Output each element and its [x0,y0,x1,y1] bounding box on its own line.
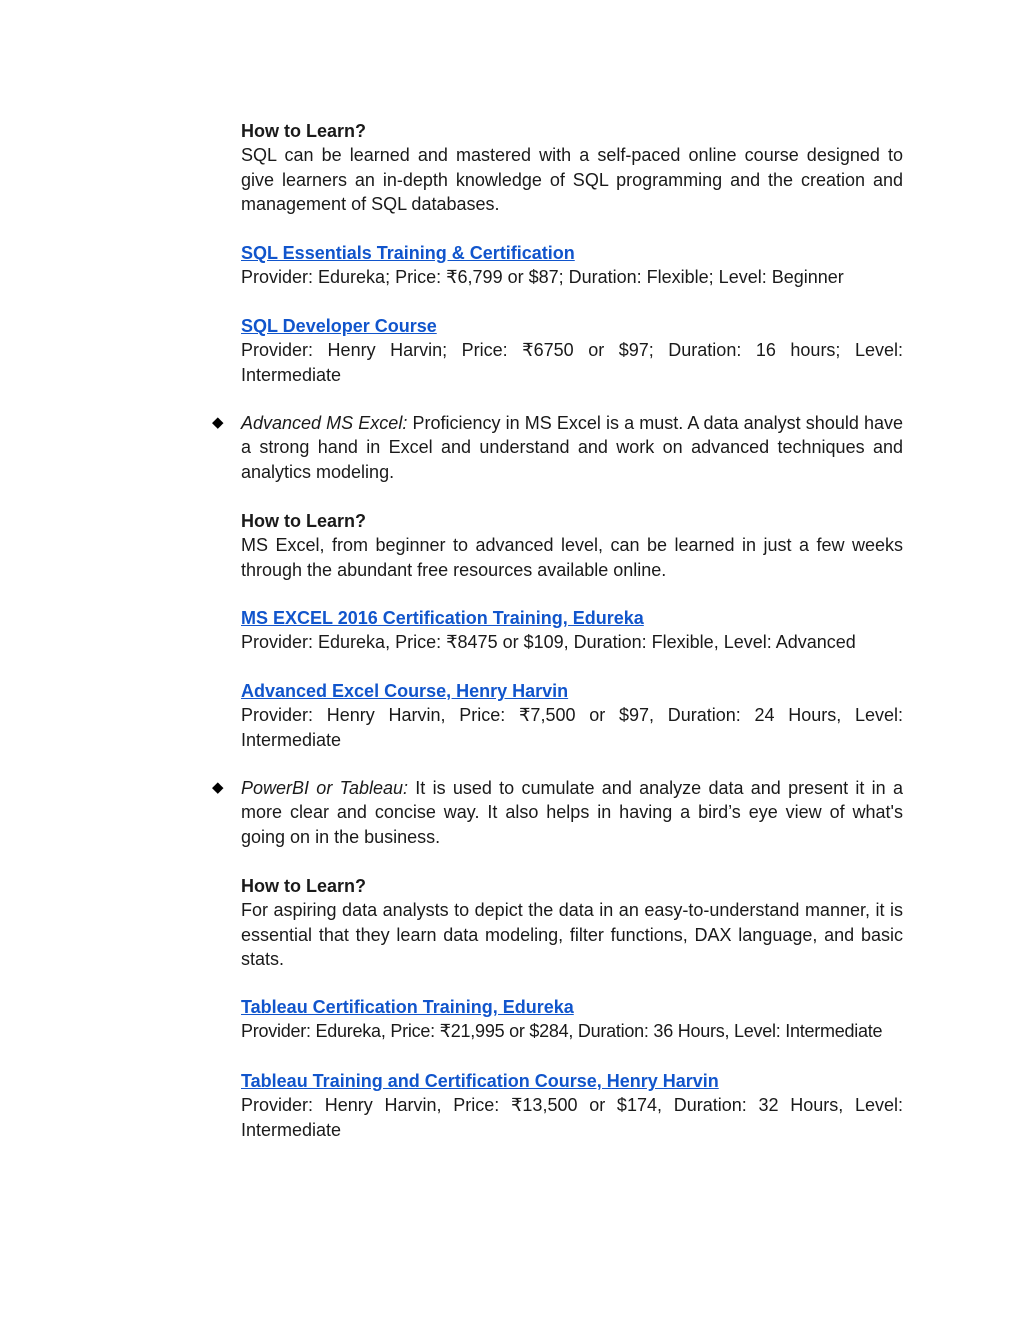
powerbi-bullet-item [212,776,903,849]
course-link[interactable]: Tableau Certification Training, Edureka [241,997,574,1017]
bullet-label: PowerBI or Tableau: [241,778,408,798]
excel-how-to-learn-section [241,509,903,582]
course-link[interactable]: SQL Developer Course [241,316,437,336]
how-to-learn-text: SQL can be learned and mastered with a self-paced online course designed to give learners an in-depth knowledge of SQL programming and the creation and management of SQL databases. [241,145,903,215]
how-to-learn-heading: How to Learn? [241,121,366,141]
excel-bullet-item [212,411,903,484]
course-entry [241,1069,903,1142]
course-details: Provider: Henry Harvin; Price: ₹6750 or $97; Duration: 16 hours; Level: Intermediate [241,340,903,385]
course-entry [241,995,903,1044]
powerbi-how-to-learn-section [241,874,903,972]
course-link[interactable]: Tableau Training and Certification Course, Henry Harvin [241,1071,719,1091]
sql-how-to-learn-section [241,119,903,217]
how-to-learn-text: MS Excel, from beginner to advanced level, can be learned in just a few weeks through the abundant free resources available online. [241,535,903,580]
bullet-label: Advanced MS Excel: [241,413,408,433]
course-entry [241,679,903,752]
course-entry [241,606,903,655]
course-entry [241,314,903,387]
course-details: Provider: Henry Harvin, Price: ₹7,500 or $97, Duration: 24 Hours, Level: Intermediate [241,705,903,750]
course-link[interactable]: MS EXCEL 2016 Certification Training, Edureka [241,608,644,628]
course-entry [241,241,903,290]
bullet-text: It is used to cumulate and analyze data and present it in a more clear and concise way. It also helps in having a bird’s eye view of what's going on in the business. [241,778,903,847]
course-details: Provider: Edureka; Price: ₹6,799 or $87; Duration: Flexible; Level: Beginner [241,267,844,288]
diamond-bullet-icon: ◆ [212,779,224,796]
how-to-learn-heading: How to Learn? [241,876,366,896]
course-details: Provider: Edureka, Price: ₹8475 or $109, Duration: Flexible, Level: Advanced [241,632,856,653]
bullet-text: Proficiency in MS Excel is a must. A data analyst should have a strong hand in Excel and understand and work on advanced techniques and analytics modeling. [241,413,903,482]
course-details: Provider: Edureka, Price: ₹21,995 or $284, Duration: 36 Hours, Level: Intermediate [241,1021,883,1042]
course-link[interactable]: SQL Essentials Training & Certification [241,243,575,263]
course-link[interactable]: Advanced Excel Course, Henry Harvin [241,681,569,701]
how-to-learn-heading: How to Learn? [241,511,366,531]
how-to-learn-text: For aspiring data analysts to depict the data in an easy-to-understand manner, it is essential that they learn data modeling, filter functions, DAX language, and basic stats. [241,900,903,970]
diamond-bullet-icon: ◆ [212,414,224,431]
course-details: Provider: Henry Harvin, Price: ₹13,500 or $174, Duration: 32 Hours, Level: Intermediate [241,1095,903,1140]
